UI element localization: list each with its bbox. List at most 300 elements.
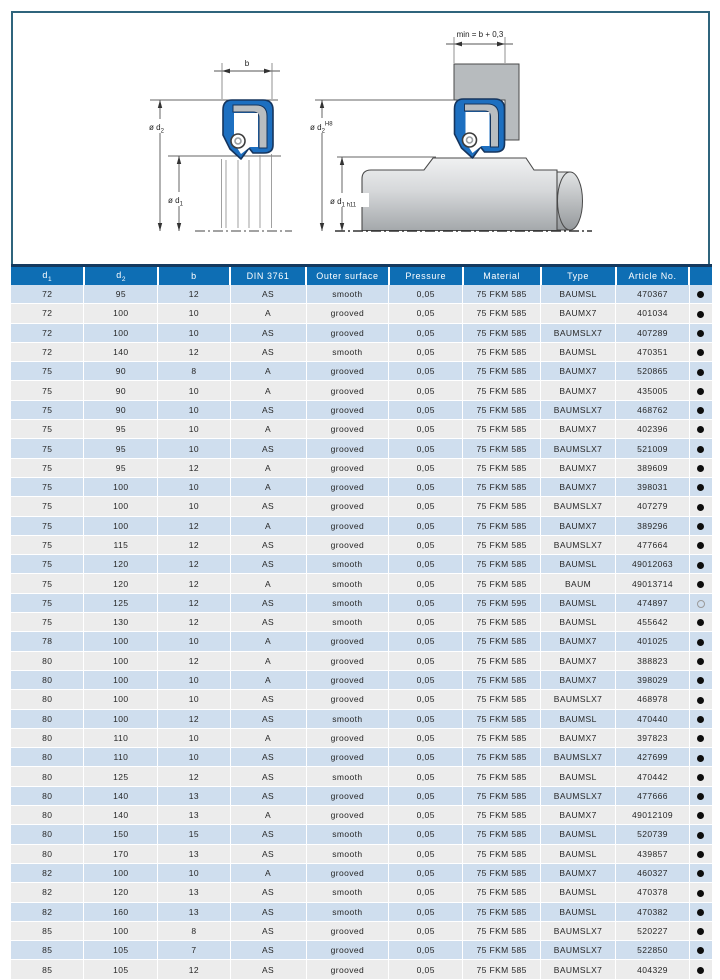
cell-availability xyxy=(689,458,712,477)
cell-availability xyxy=(689,632,712,651)
cell-type: BAUMSL xyxy=(541,825,616,844)
cell-outer-surface: grooved xyxy=(306,632,389,651)
cell-b: 12 xyxy=(158,960,230,979)
cell-material: 75 FKM 585 xyxy=(463,381,541,400)
table-row xyxy=(11,304,712,323)
cell-pressure: 0,05 xyxy=(389,670,463,689)
table-row xyxy=(11,420,712,439)
cell-d2: 160 xyxy=(84,902,158,921)
cell-d2: 120 xyxy=(84,555,158,574)
cell-din3761: AS xyxy=(230,535,306,554)
table-row xyxy=(11,825,712,844)
cell-d2: 140 xyxy=(84,806,158,825)
cell-pressure: 0,05 xyxy=(389,941,463,960)
cell-b: 10 xyxy=(158,748,230,767)
table-row xyxy=(11,516,712,535)
technical-drawing xyxy=(0,0,720,260)
cell-b: 10 xyxy=(158,632,230,651)
cell-d2: 120 xyxy=(84,883,158,902)
cell-d2: 110 xyxy=(84,748,158,767)
cell-material: 75 FKM 585 xyxy=(463,613,541,632)
cell-din3761: A xyxy=(230,420,306,439)
availability-dot-filled-icon xyxy=(697,967,704,974)
cell-outer-surface: grooved xyxy=(306,921,389,940)
cell-d1: 80 xyxy=(11,844,84,863)
cell-outer-surface: grooved xyxy=(306,786,389,805)
cell-pressure: 0,05 xyxy=(389,477,463,496)
cell-type: BAUMSLX7 xyxy=(541,323,616,342)
cell-type: BAUMSL xyxy=(541,709,616,728)
cell-type: BAUMSLX7 xyxy=(541,748,616,767)
cell-material: 75 FKM 585 xyxy=(463,420,541,439)
cell-din3761: A xyxy=(230,477,306,496)
cell-type: BAUMSLX7 xyxy=(541,941,616,960)
cell-pressure: 0,05 xyxy=(389,593,463,612)
cell-article-no: 398029 xyxy=(616,670,690,689)
dim-label-d2: ø $d_2$ xyxy=(149,123,164,135)
cell-availability xyxy=(689,477,712,496)
table-row xyxy=(11,342,712,361)
cell-d2: 110 xyxy=(84,728,158,747)
cell-type: BAUMX7 xyxy=(541,381,616,400)
cell-pressure: 0,05 xyxy=(389,786,463,805)
cell-availability xyxy=(689,728,712,747)
cell-b: 12 xyxy=(158,285,230,304)
dim-label-d2-h8: ø $d_2^{H8}$ xyxy=(310,121,333,135)
availability-dot-filled-icon xyxy=(697,735,704,742)
cell-article-no: 407279 xyxy=(616,497,690,516)
cell-article-no: 397823 xyxy=(616,728,690,747)
cell-type: BAUMSLX7 xyxy=(541,921,616,940)
cell-availability xyxy=(689,574,712,593)
cell-type: BAUMSL xyxy=(541,844,616,863)
right-installed-drawing xyxy=(307,30,592,231)
seal-cross-section-right xyxy=(455,99,505,158)
table-header-row xyxy=(11,266,712,286)
cell-article-no: 470367 xyxy=(616,285,690,304)
cell-outer-surface: grooved xyxy=(306,535,389,554)
cell-type: BAUMX7 xyxy=(541,632,616,651)
cell-d1: 75 xyxy=(11,593,84,612)
cell-pressure: 0,05 xyxy=(389,728,463,747)
cell-pressure: 0,05 xyxy=(389,921,463,940)
cell-b: 10 xyxy=(158,863,230,882)
cell-outer-surface: grooved xyxy=(306,381,389,400)
table-row xyxy=(11,477,712,496)
cell-b: 12 xyxy=(158,613,230,632)
table-row xyxy=(11,458,712,477)
cell-availability xyxy=(689,535,712,554)
availability-dot-filled-icon xyxy=(697,639,704,646)
cell-b: 10 xyxy=(158,690,230,709)
table-row xyxy=(11,728,712,747)
cell-article-no: 389296 xyxy=(616,516,690,535)
cell-din3761: AS xyxy=(230,690,306,709)
col-header-din3761: DIN 3761 xyxy=(230,266,306,286)
cell-material: 75 FKM 585 xyxy=(463,767,541,786)
cell-d2: 100 xyxy=(84,651,158,670)
cell-pressure: 0,05 xyxy=(389,863,463,882)
cell-pressure: 0,05 xyxy=(389,516,463,535)
cell-d2: 115 xyxy=(84,535,158,554)
availability-dot-filled-icon xyxy=(697,369,704,376)
cell-availability xyxy=(689,921,712,940)
cell-type: BAUMX7 xyxy=(541,420,616,439)
cell-outer-surface: grooved xyxy=(306,497,389,516)
cell-din3761: AS xyxy=(230,342,306,361)
cell-type: BAUMSL xyxy=(541,902,616,921)
cell-d2: 140 xyxy=(84,786,158,805)
cell-pressure: 0,05 xyxy=(389,400,463,419)
cell-pressure: 0,05 xyxy=(389,574,463,593)
table-row xyxy=(11,690,712,709)
cell-outer-surface: smooth xyxy=(306,574,389,593)
cell-pressure: 0,05 xyxy=(389,613,463,632)
cell-d1: 80 xyxy=(11,767,84,786)
cell-article-no: 520227 xyxy=(616,921,690,940)
cell-d2: 125 xyxy=(84,593,158,612)
table-row xyxy=(11,651,712,670)
cell-din3761: AS xyxy=(230,883,306,902)
table-row xyxy=(11,960,712,979)
cell-type: BAUMSLX7 xyxy=(541,960,616,979)
cell-availability xyxy=(689,420,712,439)
cell-outer-surface: smooth xyxy=(306,342,389,361)
cell-d2: 105 xyxy=(84,960,158,979)
cell-d1: 75 xyxy=(11,362,84,381)
cell-d1: 75 xyxy=(11,535,84,554)
cell-b: 13 xyxy=(158,786,230,805)
availability-dot-filled-icon xyxy=(697,928,704,935)
cell-d2: 100 xyxy=(84,632,158,651)
cell-outer-surface: grooved xyxy=(306,806,389,825)
cell-d1: 72 xyxy=(11,323,84,342)
cell-availability xyxy=(689,941,712,960)
cell-material: 75 FKM 585 xyxy=(463,709,541,728)
cell-d1: 75 xyxy=(11,381,84,400)
cell-availability xyxy=(689,381,712,400)
cell-type: BAUMSL xyxy=(541,555,616,574)
availability-dot-filled-icon xyxy=(697,291,704,298)
cell-pressure: 0,05 xyxy=(389,902,463,921)
cell-d2: 100 xyxy=(84,921,158,940)
cell-type: BAUMSLX7 xyxy=(541,535,616,554)
cell-din3761: AS xyxy=(230,593,306,612)
cell-din3761: A xyxy=(230,728,306,747)
cell-b: 13 xyxy=(158,844,230,863)
availability-dot-filled-icon xyxy=(697,504,704,511)
cell-d2: 150 xyxy=(84,825,158,844)
cell-outer-surface: grooved xyxy=(306,420,389,439)
cell-outer-surface: grooved xyxy=(306,863,389,882)
cell-type: BAUMSL xyxy=(541,285,616,304)
cell-pressure: 0,05 xyxy=(389,362,463,381)
cell-b: 10 xyxy=(158,477,230,496)
cell-availability xyxy=(689,690,712,709)
cell-type: BAUMSLX7 xyxy=(541,786,616,805)
cell-d1: 75 xyxy=(11,458,84,477)
cell-outer-surface: grooved xyxy=(306,516,389,535)
cell-din3761: AS xyxy=(230,555,306,574)
cell-d1: 80 xyxy=(11,670,84,689)
cell-d2: 95 xyxy=(84,458,158,477)
cell-type: BAUMSLX7 xyxy=(541,497,616,516)
cell-d1: 75 xyxy=(11,497,84,516)
cell-d2: 100 xyxy=(84,323,158,342)
cell-outer-surface: grooved xyxy=(306,323,389,342)
cell-article-no: 389609 xyxy=(616,458,690,477)
cell-material: 75 FKM 585 xyxy=(463,748,541,767)
cell-article-no: 401025 xyxy=(616,632,690,651)
cell-article-no: 460327 xyxy=(616,863,690,882)
table-row xyxy=(11,613,712,632)
cell-d2: 100 xyxy=(84,709,158,728)
cell-article-no: 477666 xyxy=(616,786,690,805)
left-seal-drawing xyxy=(146,59,292,231)
cell-material: 75 FKM 585 xyxy=(463,555,541,574)
cell-article-no: 388823 xyxy=(616,651,690,670)
cell-d1: 80 xyxy=(11,748,84,767)
cell-din3761: AS xyxy=(230,767,306,786)
cell-d2: 95 xyxy=(84,439,158,458)
cell-type: BAUMSL xyxy=(541,883,616,902)
availability-dot-filled-icon xyxy=(697,446,704,453)
availability-dot-filled-icon xyxy=(697,832,704,839)
cell-d1: 85 xyxy=(11,921,84,940)
cell-d1: 82 xyxy=(11,883,84,902)
cell-b: 12 xyxy=(158,651,230,670)
cell-d1: 72 xyxy=(11,304,84,323)
availability-dot-filled-icon xyxy=(697,658,704,665)
col-header-article-no: Article No. xyxy=(616,266,690,286)
cell-type: BAUMX7 xyxy=(541,477,616,496)
cell-d2: 90 xyxy=(84,400,158,419)
cell-article-no: 470382 xyxy=(616,902,690,921)
availability-dot-filled-icon xyxy=(697,677,704,684)
cell-outer-surface: grooved xyxy=(306,941,389,960)
availability-dot-filled-icon xyxy=(697,697,704,704)
availability-dot-filled-icon xyxy=(697,793,704,800)
seal-size-table-section xyxy=(11,264,712,980)
cell-d1: 75 xyxy=(11,420,84,439)
cell-outer-surface: grooved xyxy=(306,400,389,419)
col-header-material: Material xyxy=(463,266,541,286)
col-header-b: b xyxy=(158,266,230,286)
cell-b: 13 xyxy=(158,806,230,825)
cell-article-no: 468762 xyxy=(616,400,690,419)
cell-availability xyxy=(689,400,712,419)
cell-article-no: 520739 xyxy=(616,825,690,844)
cell-outer-surface: grooved xyxy=(306,439,389,458)
cell-din3761: AS xyxy=(230,941,306,960)
cell-d2: 100 xyxy=(84,690,158,709)
cell-article-no: 520865 xyxy=(616,362,690,381)
cell-material: 75 FKM 585 xyxy=(463,825,541,844)
availability-dot-filled-icon xyxy=(697,812,704,819)
cell-pressure: 0,05 xyxy=(389,497,463,516)
cell-availability xyxy=(689,844,712,863)
availability-dot-filled-icon xyxy=(697,484,704,491)
cell-type: BAUMSL xyxy=(541,767,616,786)
cell-din3761: AS xyxy=(230,748,306,767)
cell-b: 8 xyxy=(158,921,230,940)
cell-material: 75 FKM 585 xyxy=(463,535,541,554)
cell-pressure: 0,05 xyxy=(389,806,463,825)
cell-availability xyxy=(689,651,712,670)
availability-dot-filled-icon xyxy=(697,755,704,762)
cell-b: 12 xyxy=(158,555,230,574)
availability-dot-filled-icon xyxy=(697,311,704,318)
cell-material: 75 FKM 585 xyxy=(463,786,541,805)
cell-din3761: AS xyxy=(230,323,306,342)
cell-d1: 82 xyxy=(11,902,84,921)
cell-availability xyxy=(689,555,712,574)
cell-b: 10 xyxy=(158,381,230,400)
availability-dot-filled-icon xyxy=(697,716,704,723)
cell-pressure: 0,05 xyxy=(389,285,463,304)
cell-material: 75 FKM 585 xyxy=(463,670,541,689)
dim-label-d1-h11: ø $d_{1 h11}$ xyxy=(330,197,357,209)
cell-material: 75 FKM 595 xyxy=(463,593,541,612)
cell-pressure: 0,05 xyxy=(389,825,463,844)
col-header-type: Type xyxy=(541,266,616,286)
availability-dot-filled-icon xyxy=(697,349,704,356)
cell-availability xyxy=(689,497,712,516)
cell-d1: 80 xyxy=(11,709,84,728)
cell-d2: 120 xyxy=(84,574,158,593)
cell-outer-surface: grooved xyxy=(306,960,389,979)
cell-type: BAUM xyxy=(541,574,616,593)
cell-article-no: 404329 xyxy=(616,960,690,979)
cell-b: 10 xyxy=(158,304,230,323)
cell-d2: 95 xyxy=(84,285,158,304)
cell-d1: 80 xyxy=(11,786,84,805)
cell-d2: 130 xyxy=(84,613,158,632)
availability-dot-filled-icon xyxy=(697,909,704,916)
cell-din3761: AS xyxy=(230,400,306,419)
availability-dot-filled-icon xyxy=(697,542,704,549)
table-row xyxy=(11,574,712,593)
cell-pressure: 0,05 xyxy=(389,555,463,574)
cell-b: 10 xyxy=(158,400,230,419)
table-row xyxy=(11,806,712,825)
cell-d2: 100 xyxy=(84,304,158,323)
cell-b: 8 xyxy=(158,362,230,381)
cell-d1: 85 xyxy=(11,960,84,979)
cell-outer-surface: grooved xyxy=(306,651,389,670)
cell-b: 13 xyxy=(158,883,230,902)
table-row xyxy=(11,902,712,921)
cell-d2: 125 xyxy=(84,767,158,786)
col-header-d2: $d_2$ xyxy=(84,266,158,286)
cell-material: 75 FKM 585 xyxy=(463,323,541,342)
cell-outer-surface: smooth xyxy=(306,613,389,632)
seal-table-body xyxy=(11,285,712,979)
cell-availability xyxy=(689,767,712,786)
cell-type: BAUMX7 xyxy=(541,304,616,323)
table-row xyxy=(11,670,712,689)
cell-din3761: AS xyxy=(230,921,306,940)
cell-outer-surface: smooth xyxy=(306,844,389,863)
cell-b: 12 xyxy=(158,593,230,612)
cell-b: 12 xyxy=(158,574,230,593)
cell-d1: 75 xyxy=(11,613,84,632)
table-row xyxy=(11,362,712,381)
table-row xyxy=(11,863,712,882)
cell-material: 75 FKM 585 xyxy=(463,806,541,825)
cell-d1: 75 xyxy=(11,574,84,593)
availability-dot-filled-icon xyxy=(697,619,704,626)
cell-article-no: 470351 xyxy=(616,342,690,361)
cell-din3761: A xyxy=(230,632,306,651)
cell-d2: 170 xyxy=(84,844,158,863)
availability-dot-filled-icon xyxy=(697,562,704,569)
availability-dot-filled-icon xyxy=(697,851,704,858)
cell-article-no: 455642 xyxy=(616,613,690,632)
cell-b: 10 xyxy=(158,670,230,689)
availability-dot-filled-icon xyxy=(697,523,704,530)
availability-dot-open-icon xyxy=(697,600,705,608)
cell-article-no: 407289 xyxy=(616,323,690,342)
cell-outer-surface: grooved xyxy=(306,690,389,709)
cell-outer-surface: smooth xyxy=(306,902,389,921)
cell-material: 75 FKM 585 xyxy=(463,902,541,921)
table-row xyxy=(11,497,712,516)
cell-outer-surface: grooved xyxy=(306,362,389,381)
cell-d1: 75 xyxy=(11,477,84,496)
cell-d1: 75 xyxy=(11,400,84,419)
cell-article-no: 401034 xyxy=(616,304,690,323)
table-row xyxy=(11,767,712,786)
cell-din3761: AS xyxy=(230,709,306,728)
cell-article-no: 477664 xyxy=(616,535,690,554)
cell-outer-surface: smooth xyxy=(306,767,389,786)
cell-material: 75 FKM 585 xyxy=(463,728,541,747)
cell-outer-surface: smooth xyxy=(306,593,389,612)
cell-article-no: 439857 xyxy=(616,844,690,863)
cell-pressure: 0,05 xyxy=(389,690,463,709)
cell-b: 10 xyxy=(158,439,230,458)
cell-pressure: 0,05 xyxy=(389,304,463,323)
cell-type: BAUMX7 xyxy=(541,458,616,477)
table-row xyxy=(11,786,712,805)
cell-availability xyxy=(689,883,712,902)
cell-outer-surface: grooved xyxy=(306,458,389,477)
availability-dot-filled-icon xyxy=(697,947,704,954)
cell-article-no: 522850 xyxy=(616,941,690,960)
cell-outer-surface: smooth xyxy=(306,709,389,728)
col-header-availability xyxy=(689,266,712,286)
cell-availability xyxy=(689,806,712,825)
cell-availability xyxy=(689,439,712,458)
cell-type: BAUMSL xyxy=(541,613,616,632)
table-row xyxy=(11,709,712,728)
availability-dot-filled-icon xyxy=(697,388,704,395)
cell-b: 12 xyxy=(158,516,230,535)
cell-b: 10 xyxy=(158,323,230,342)
seal-cross-section-svg xyxy=(0,0,720,260)
cell-din3761: AS xyxy=(230,439,306,458)
seal-size-table xyxy=(11,264,712,980)
table-row xyxy=(11,285,712,304)
cell-pressure: 0,05 xyxy=(389,632,463,651)
table-row xyxy=(11,381,712,400)
cell-article-no: 49012063 xyxy=(616,555,690,574)
cell-b: 15 xyxy=(158,825,230,844)
cell-b: 10 xyxy=(158,497,230,516)
cell-d1: 80 xyxy=(11,728,84,747)
cell-d1: 78 xyxy=(11,632,84,651)
